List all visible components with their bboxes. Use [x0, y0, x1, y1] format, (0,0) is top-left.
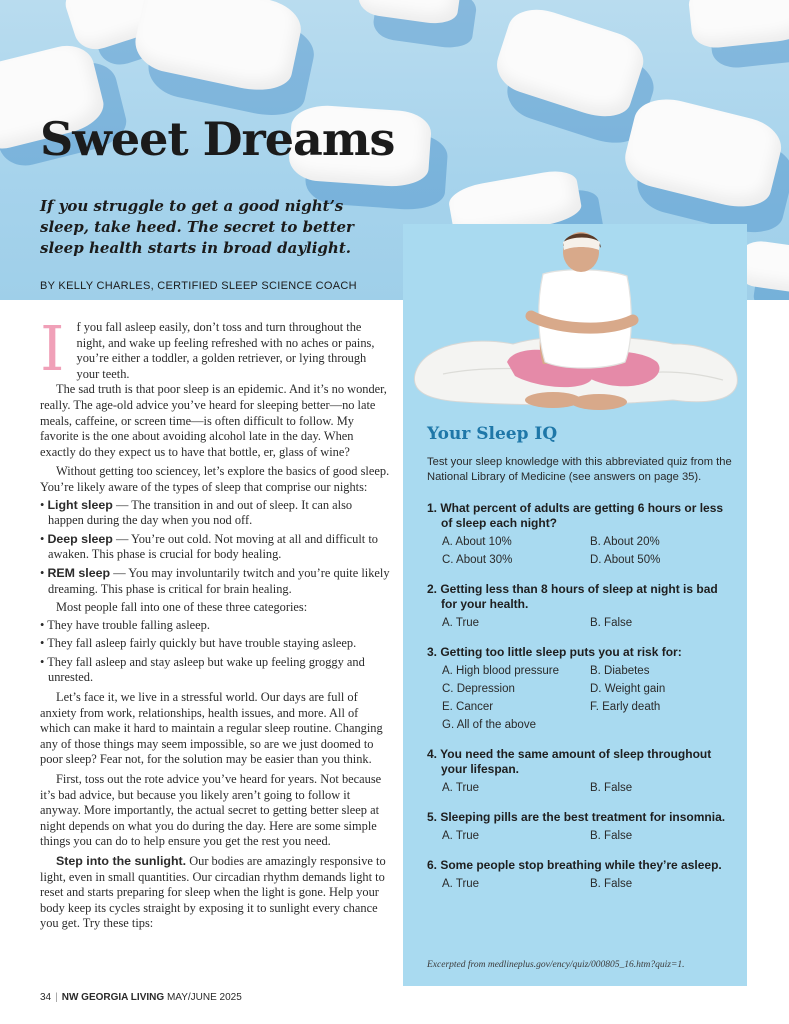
answer-option: B. False: [590, 878, 633, 890]
sleep-iq-sidebar: [403, 224, 747, 986]
source-credit: Excerpted from medlineplus.gov/ency/quiz/000805_16.htm?quiz=1.: [427, 960, 685, 970]
magazine-name: NW GEORGIA LIVING: [61, 992, 165, 1003]
quiz-question: [427, 747, 737, 794]
answer-option: A. True: [442, 782, 480, 794]
question-text: 3. Getting too little sleep puts you at risk for:: [427, 645, 682, 659]
question-text: 4. You need the same amount of sleep throughout your lifespan.: [427, 747, 712, 776]
sleep-type-desc: — You’re out cold. Not moving at all and difficult to awaken. This phase is crucial for body healing.: [48, 531, 378, 562]
pillow-image: [490, 0, 650, 125]
answer-option: A. High blood pressure: [442, 665, 559, 677]
answer-option: A. True: [442, 878, 480, 890]
question-text: 2. Getting less than 8 hours of sleep at night is bad for your health.: [427, 582, 718, 611]
paragraph-lead: Step into the sunlight.: [56, 854, 187, 868]
answer-option: B. False: [590, 617, 633, 629]
paragraph: Without getting too sciencey, let’s explore the basics of good sleep. You’re likely aware of the types of sleep that comprise our nights:: [40, 464, 390, 494]
sidebar-intro: Test your sleep knowledge with this abbreviated quiz from the National Library of Medicine (see answers on page 35).: [427, 456, 732, 483]
list-item: • Light sleep — The transition in and out of sleep. It can also happen during the day when you nod off.: [40, 497, 353, 528]
pillow-image: [130, 0, 306, 98]
paragraph-text: Our bodies are amazingly responsive to light, even in small quantities. Our circadian rhythm demands light to reset and starts preparing for sleep when the light is gone. Help your body keep its cycles straight by exposing it to sunlight every chance you get. Try these tips:: [40, 854, 386, 931]
answer-options: [427, 830, 737, 842]
answer-option: E. Cancer: [442, 701, 494, 713]
answer-option: B. Diabetes: [590, 665, 650, 677]
quiz-question: [427, 858, 737, 890]
answer-option: F. Early death: [590, 701, 661, 713]
answer-option: B. False: [590, 782, 633, 794]
sleep-type-name: Light sleep: [47, 497, 113, 512]
sleep-type-desc: — You may involuntarily twitch and you’re quite likely dreaming. This phase is critical for brain healing.: [48, 565, 390, 596]
list-item: • They fall asleep and stay asleep but wake up feeling groggy and unrested.: [40, 654, 365, 685]
quiz-question: [427, 501, 737, 566]
pillow-image: [687, 0, 789, 50]
answer-option: C. Depression: [442, 683, 515, 695]
quiz-question: [427, 810, 737, 842]
sleep-type-name: REM sleep: [47, 565, 111, 580]
answer-option: A. True: [442, 830, 480, 842]
answer-options: [427, 782, 737, 794]
sleep-type-name: Deep sleep: [47, 531, 113, 546]
answer-option: B. About 20%: [590, 536, 660, 548]
answer-option: A. About 10%: [442, 536, 512, 548]
answer-option: D. Weight gain: [590, 683, 666, 695]
list-item: • REM sleep — You may involuntarily twitch and you’re quite likely dreaming. This phase is critical for brain healing.: [40, 565, 390, 596]
category-text: They have trouble falling asleep.: [47, 617, 210, 632]
byline: BY KELLY CHARLES, CERTIFIED SLEEP SCIENCE COACH: [40, 280, 357, 292]
page-number: 34: [40, 992, 52, 1003]
article-body: [40, 312, 390, 932]
paragraph: [40, 854, 390, 932]
sleep-type-desc: — The transition in and out of sleep. It can also happen during the day when you nod off.: [48, 497, 353, 528]
answer-option: D. About 50%: [590, 554, 661, 566]
quiz-question: [427, 645, 737, 731]
paragraph: Most people fall into one of these three categories:: [56, 600, 308, 615]
paragraph: The sad truth is that poor sleep is an epidemic. And it’s no wonder, really. The age-old advice you’ve heard for sleeping better—no late meals, caffeine, or screen time—is often difficult to follow. My favorite is the one about avoiding alcohol late in the day. When exactly do they expect us to have that bottle, er, glass of wine?: [40, 382, 387, 459]
paragraph: Let’s face it, we live in a stressful world. Our days are full of anxiety from work, relationships, health issues, and more. All of which can make it hard to maintain a regular sleep routine. Changing any of those things may seem impossible, so are we just doomed to poor sleep? Fear not, for the solution may be easier than you think.: [40, 690, 383, 767]
paragraph: [40, 312, 390, 385]
article-title: Sweet Dreams: [40, 112, 395, 166]
list-item: • They fall asleep fairly quickly but have trouble staying asleep.: [40, 636, 357, 651]
question-text: 6. Some people stop breathing while they’re asleep.: [427, 858, 722, 872]
quiz-question: [427, 582, 737, 629]
list-item: • They have trouble falling asleep.: [40, 617, 210, 632]
answer-options: [427, 665, 737, 731]
answer-option: B. False: [590, 830, 633, 842]
woman-hugging-pillow-image: [403, 224, 747, 424]
sidebar-title: Your Sleep IQ: [427, 424, 558, 444]
footer-separator: |: [55, 992, 58, 1003]
category-text: They fall asleep and stay asleep but wake up feeling groggy and unrested.: [47, 654, 365, 685]
answer-options: [427, 536, 737, 566]
categories-list: [40, 618, 390, 686]
quiz: [427, 501, 737, 902]
article-deck: If you struggle to get a good night’s sleep, take heed. The secret to better sleep health starts in broad daylight.: [40, 197, 354, 257]
page-footer: [40, 992, 242, 1003]
paragraph-text: f you fall asleep easily, don’t toss and turn throughout the night, and wake up feeling refreshed with no aches or pains, you’re either a toddler, a golden retriever, or lying through your teeth.: [76, 320, 375, 381]
answer-options: [427, 878, 737, 890]
answer-option: A. True: [442, 617, 480, 629]
category-text: They fall asleep fairly quickly but have trouble staying asleep.: [47, 636, 357, 651]
pillow-image: [619, 91, 786, 215]
question-text: 1. What percent of adults are getting 6 hours or less of sleep each night?: [427, 501, 724, 530]
pillow-image: [357, 0, 464, 27]
answer-option: G. All of the above: [442, 719, 536, 731]
paragraph: First, toss out the rote advice you’ve heard for years. Not because it’s bad advice, but because you likely aren’t going to follow it anyway. More importantly, the actual secret to getting better sleep at night depends on what you do during the day. Here are some simple things you can do to help ensure you get the rest you need.: [40, 772, 382, 849]
answer-options: [427, 617, 737, 629]
sleep-types-list: [40, 498, 390, 598]
drop-cap: I: [40, 312, 65, 385]
list-item: • Deep sleep — You’re out cold. Not moving at all and difficult to awaken. This phase is crucial for body healing.: [40, 531, 378, 562]
question-text: 5. Sleeping pills are the best treatment for insomnia.: [427, 810, 726, 824]
issue-date: MAY/JUNE 2025: [166, 992, 242, 1003]
answer-option: C. About 30%: [442, 554, 513, 566]
